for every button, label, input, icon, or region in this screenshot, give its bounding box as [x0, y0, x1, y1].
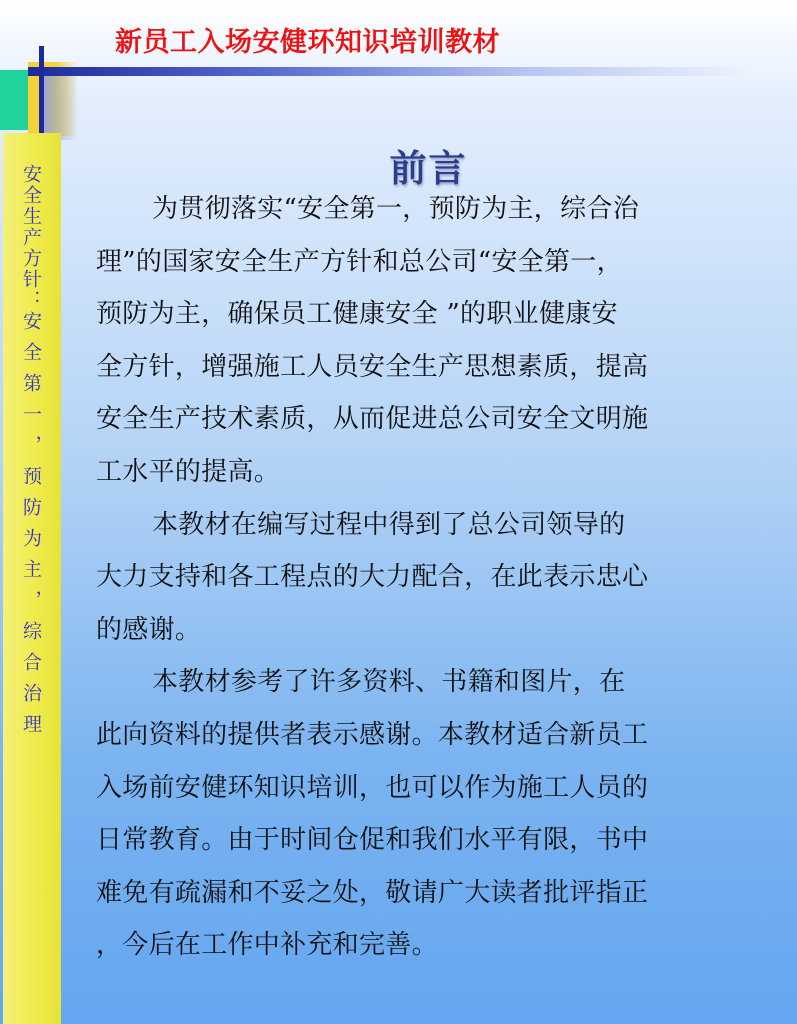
preface-body [96, 183, 696, 972]
paragraph [96, 656, 696, 972]
paragraph [96, 183, 696, 499]
text-line: 工水平的提高。 [96, 456, 281, 487]
text-line: 入场前安健环知识培训，也可以作为施工人员的 [96, 772, 649, 803]
sidebar-text [19, 164, 43, 745]
text-line: 难免有疏漏和不妥之处，敬请广大读者批评指正 [96, 877, 649, 908]
header-rule [28, 67, 748, 76]
text-line: 理”的国家安全生产方针和总公司“安全第一， [96, 246, 623, 277]
text-line: 大力支持和各工程点的大力配合，在此表示忠心 [96, 562, 649, 593]
text-line: 安全生产技术素质，从而促进总公司安全文明施 [96, 404, 649, 435]
sidebar-heading: 安全生产方针： [20, 164, 42, 311]
corner-green-block [0, 70, 28, 130]
text-line: 本教材在编写过程中得到了总公司领导的 [152, 509, 626, 540]
text-line: 预防为主，确保员工健康安全 ”的职业健康安 [96, 299, 618, 330]
text-line: 日常教育。由于时间仓促和我们水平有限，书中 [96, 825, 649, 856]
text-line: 的感谢。 [96, 614, 202, 645]
corner-vertical-line [39, 46, 44, 142]
text-line: ，今后在工作中补充和完善。 [96, 930, 438, 961]
page-title: 前言 [389, 147, 468, 190]
text-line: 为贯彻落实“安全第一，预防为主，综合治 [152, 194, 639, 224]
sidebar-motto: 安全第一，预防为主，综合治理 [20, 311, 42, 745]
paragraph [96, 499, 696, 657]
corner-shadow [44, 76, 78, 140]
text-line: 此向资料的提供者表示感谢。本教材适合新员工 [96, 719, 649, 750]
text-line: 全方针，增强施工人员安全生产思想素质，提高 [96, 351, 649, 382]
text-line: 本教材参考了许多资料、书籍和图片，在 [152, 667, 626, 698]
header-title: 新员工入场安健环知识培训教材 [115, 27, 500, 58]
